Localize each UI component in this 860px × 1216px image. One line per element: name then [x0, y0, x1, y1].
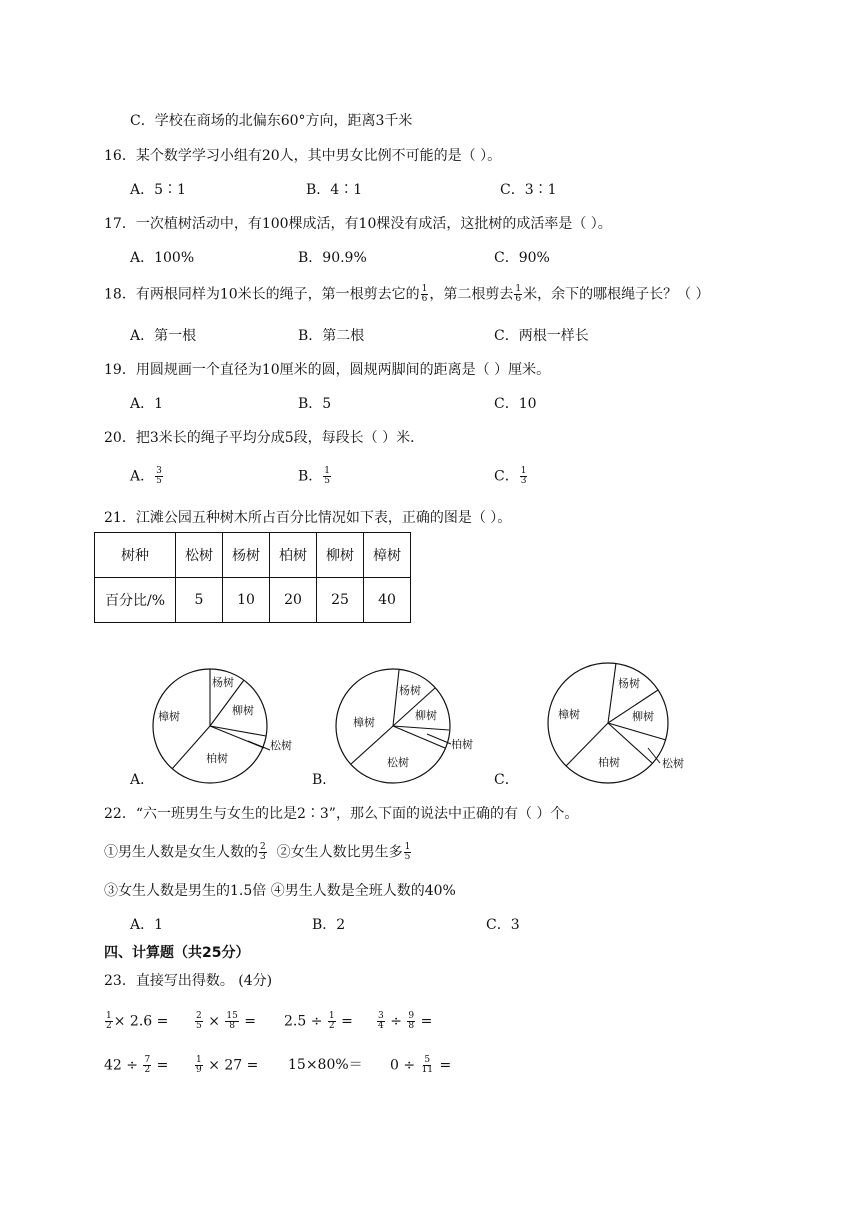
pie-b-label: 柏树 — [451, 738, 473, 751]
calc-expression: $\frac{1}{9}$ × 27 = — [196, 1055, 259, 1075]
q18-stem — [104, 285, 710, 304]
section-title: 四、计算题（共25分） — [104, 945, 250, 961]
table-cell: 10 — [223, 578, 270, 623]
pie-c-label: 松树 — [662, 757, 684, 770]
q22-option-b: B．2 — [312, 917, 346, 933]
q20-fraction-c: $\frac{1}{3}$ — [520, 466, 527, 486]
q15-option-c: C．学校在商场的北偏东60°方向，距离3千米 — [130, 113, 413, 129]
table-cell: 杨树 — [223, 533, 270, 578]
q19-option-a: A．1 — [130, 396, 164, 412]
q22-statements-3-4: ③女生人数是男生的1.5倍 ④男生人数是全班人数的40% — [104, 883, 456, 899]
pie-chart-a — [150, 664, 300, 794]
q18-text-2: ，第二根剪去 — [429, 286, 514, 303]
table-cell: 树种 — [95, 533, 176, 578]
calc-expression: $\frac{2}{5}$ × $\frac{15}{8}$ = — [196, 1011, 257, 1031]
q18-fraction-2: $\frac{1}{6}$ — [515, 284, 522, 304]
table-cell: 柏树 — [270, 533, 317, 578]
q16-option-a: A．5∶1 — [130, 182, 186, 198]
calc-expression: $\frac{1}{2}$ × 2.6 = — [106, 1011, 169, 1031]
q19-stem: 19．用圆规画一个直径为10厘米的圆，圆规两脚间的距离是（ ）厘米。 — [104, 362, 551, 378]
calc-expression: 2.5 ÷ $\frac{1}{2}$ = — [284, 1011, 353, 1031]
pie-chart-b — [333, 668, 483, 792]
q18-option-c: C．两根一样长 — [494, 328, 589, 344]
q22-option-a: A．1 — [130, 917, 164, 933]
q16-option-b: B．4∶1 — [306, 182, 363, 198]
q20-option-b: B． $\frac{1}{5}$ — [298, 466, 331, 486]
q22-option-c: C．3 — [486, 917, 520, 933]
calc-expression: $\frac{3}{4}$ ÷ $\frac{9}{8}$ = — [378, 1011, 433, 1031]
q18-fraction-1: $\frac{1}{6}$ — [421, 284, 428, 304]
table-cell: 5 — [176, 578, 223, 623]
pie-b-label: 樟树 — [353, 716, 375, 729]
pie-a-label: 柳树 — [232, 704, 254, 717]
pie-c-label: 柏树 — [598, 756, 620, 769]
q21-stem: 21．江滩公园五种树木所占百分比情况如下表，正确的图是（ ）。 — [104, 510, 512, 526]
pie-b-label: 柳树 — [415, 709, 437, 722]
q17-option-c: C．90% — [494, 250, 550, 266]
q21-option-b: B． — [312, 772, 337, 788]
pie-b-label: 松树 — [387, 756, 409, 769]
pie-chart-c — [546, 660, 696, 790]
table-cell: 25 — [317, 578, 364, 623]
tree-percent-table — [94, 532, 411, 623]
q20-option-c: C． $\frac{1}{3}$ — [494, 466, 527, 486]
q19-option-b: B．5 — [298, 396, 332, 412]
q20-option-a: A． $\frac{3}{5}$ — [130, 466, 162, 486]
q16-stem: 16．某个数学学习小组有20人，其中男女比例不可能的是（ ）。 — [104, 148, 502, 164]
table-cell: 20 — [270, 578, 317, 623]
q21-option-a: A． — [130, 772, 155, 788]
q18-option-b: B．第二根 — [298, 328, 365, 344]
pie-a-label: 杨树 — [212, 676, 234, 689]
q16-option-c: C．3∶1 — [500, 182, 557, 198]
q17-option-a: A．100% — [130, 250, 195, 266]
q18-text-1: 18．有两根同样为10米长的绳子，第一根剪去它的 — [104, 286, 420, 303]
calc-expression: 42 ÷ $\frac{7}{2}$ = — [104, 1055, 169, 1075]
q21-option-c: C． — [494, 772, 519, 788]
q18-option-a: A．第一根 — [130, 328, 197, 344]
table-cell: 柳树 — [317, 533, 364, 578]
calc-expression: 15×80%＝ — [288, 1057, 363, 1073]
pie-c-label: 樟树 — [558, 708, 580, 721]
q22-fraction-1: $\frac{2}{3}$ — [260, 842, 266, 862]
q22-stem: 22．“六一班男生与女生的比是2∶3”，那么下面的说法中正确的有（ ）个。 — [104, 806, 579, 822]
q17-option-b: B．90.9% — [298, 250, 367, 266]
q20-fraction-b: $\frac{1}{5}$ — [324, 466, 331, 486]
pie-a-label: 柏树 — [206, 752, 228, 765]
table-cell: 40 — [364, 578, 411, 623]
pie-a-label: 松树 — [270, 739, 292, 752]
q19-option-c: C．10 — [494, 396, 537, 412]
table-row — [95, 578, 411, 623]
pie-a-label: 樟树 — [158, 710, 180, 723]
q17-stem: 17．一次植树活动中，有100棵成活，有10棵没有成活，这批树的成活率是（ ）。 — [104, 216, 612, 232]
q18-text-3: 米，余下的哪根绳子长？（ ） — [523, 286, 710, 303]
q23-stem: 23．直接写出得数。 (4分) — [104, 973, 273, 989]
pie-c-label: 柳树 — [632, 710, 654, 723]
table-cell: 百分比/% — [95, 578, 176, 623]
q20-fraction-a: $\frac{3}{5}$ — [156, 466, 162, 486]
pie-b-label: 杨树 — [399, 684, 421, 697]
table-cell: 樟树 — [364, 533, 411, 578]
table-header-row — [95, 533, 411, 578]
q22-statements-1-2: ①男生人数是女生人数的 $\frac{2}{3}$ ②女生人数比男生多 $\frac{1}{5}$ — [104, 842, 411, 862]
table-cell: 松树 — [176, 533, 223, 578]
calc-expression: 0 ÷ $\frac{5}{11}$ = — [390, 1055, 452, 1075]
q22-fraction-2: $\frac{1}{5}$ — [404, 842, 411, 862]
pie-c-label: 杨树 — [618, 677, 640, 690]
q20-stem: 20．把3米长的绳子平均分成5段，每段长（ ）米． — [104, 430, 425, 446]
